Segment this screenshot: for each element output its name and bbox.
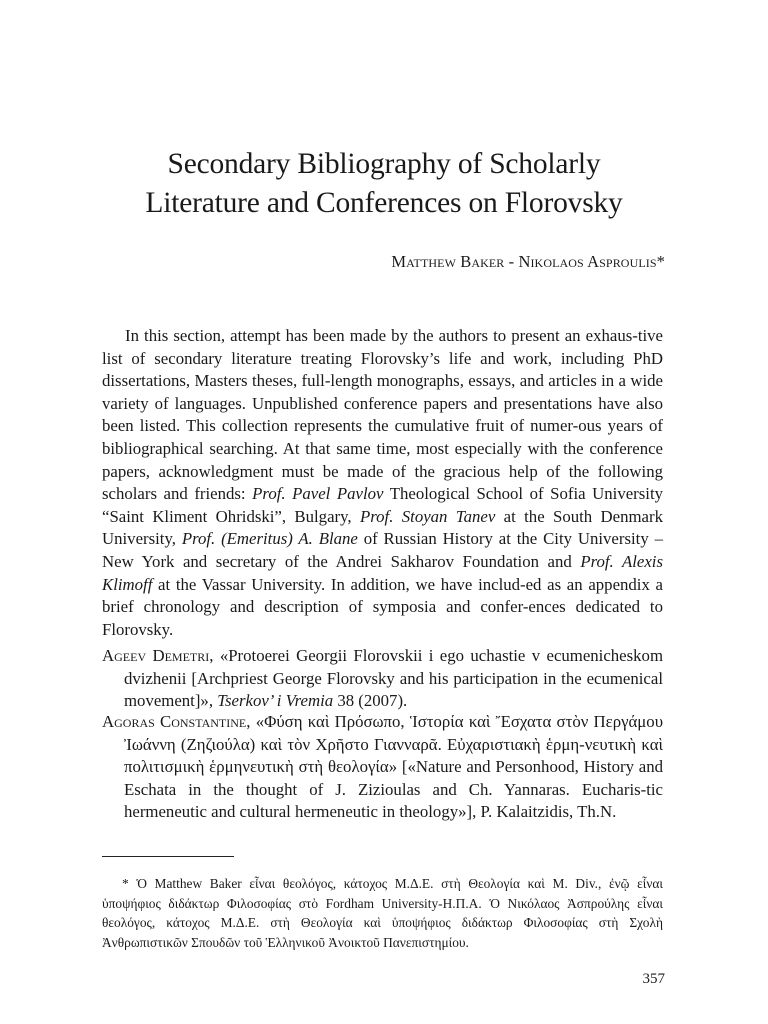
entry-text: , «Φύση καὶ Πρόσωπο, Ἱστορία καὶ Ἔσχατα στὸν Περγάμου Ἰωάννη (Ζηζιούλα) καὶ τὸν Χρῆστο Γιανναρᾶ. Εὐχαριστιακὴ ἑρμη-νευτικὴ καὶ πολιτισμικὴ ἑρμηνευτικὴ στὴ θεολογία» [«Nature and Personhood, History and Eschata in the thought of J. Zizioulas and Ch. Yannaras. Eucharis-tic hermeneutic and cultural hermeneutic in theology»], P. Kalaitzidis, Th.N. bbox=[124, 712, 664, 822]
entry-journal: Tserkov’ i Vremia bbox=[217, 691, 334, 711]
author-byline: Matthew Baker - Nikolaos Asproulis* bbox=[391, 252, 665, 271]
intro-text-1: In this section, attempt has been made by the authors to present an exhaus-tive list of secondary literature treating Florovsky’s life and work, including PhD dissertations, Masters theses, full-length monographs, essays, and articles in a wide variety of languages. Unpublished conference papers and presentations have also been listed. This collection represents the cumulative fruit of numer-ous years of bibliographical searching. At that same time, most especially with the conference papers, acknowledgment must be made of the gracious help of the following scholars and friends: bbox=[102, 326, 663, 504]
scholar-name-4: Prof. Alexis Klimoff bbox=[102, 551, 663, 594]
scholar-name-2: Prof. Stoyan Tanev bbox=[359, 506, 496, 526]
entry-text: , «Protoerei Georgii Florovskii i ego uchastie v ecumenicheskom dvizhenii [Archpriest George Florovsky and his participation in the ecumenical movement]», bbox=[124, 646, 663, 711]
intro-text-5: at the Vassar University. In addition, we have includ-ed as an appendix a brief chronology and description of symposia and confer-ences dedicated to Florovsky. bbox=[102, 574, 663, 639]
entry-tail: 38 (2007). bbox=[333, 691, 408, 711]
entry-author: Ageev Demetri bbox=[102, 646, 210, 665]
page-title bbox=[0, 145, 768, 223]
intro-paragraph bbox=[102, 325, 663, 641]
page-number: 357 bbox=[642, 971, 665, 987]
footnote-divider bbox=[102, 856, 234, 857]
scholar-name-1: Prof. Pavel Pavlov bbox=[252, 484, 384, 504]
intro-text-3: at the South Denmark University, bbox=[102, 506, 663, 549]
title-line-2: Literature and Conferences on Florovsky bbox=[145, 187, 623, 219]
bibliography-entry bbox=[102, 645, 663, 713]
title-line-1: Secondary Bibliography of Scholarly bbox=[167, 148, 601, 180]
bibliography-entry bbox=[102, 711, 663, 824]
footnote: * Ὁ Matthew Baker εἶναι θεολόγος, κάτοχος Μ.Δ.Ε. στὴ Θεολογία καὶ M. Div., ἐνῷ εἶναι ὑποψήφιος διδάκτωρ Φιλοσοφίας στὸ Fordham University-Η.Π.Α. Ὁ Νικόλαος Ἀσπρούλης εἶναι θεολόγος, κάτοχος Μ.Δ.Ε. στὴ Θεολογία καὶ ὑποψήφιος διδάκτωρ Φιλοσοφίας στὴ Σχολὴ Ἀνθρωπιστικῶν Σπουδῶν τοῦ Ἑλληνικοῦ Ἀνοικτοῦ Πανεπιστημίου. bbox=[102, 876, 663, 950]
intro-text-2: Theological School of Sofia University “Saint Kliment Ohridski”, Bulgary, bbox=[102, 484, 664, 526]
scholar-name-3: Prof. (Emeritus) A. Blane bbox=[181, 529, 358, 549]
intro-text-4: of Russian History at the City University – New York and secretary of the Andrei Sakharov Foundation and bbox=[102, 529, 663, 571]
entry-author: Agoras Constantine bbox=[102, 712, 247, 731]
